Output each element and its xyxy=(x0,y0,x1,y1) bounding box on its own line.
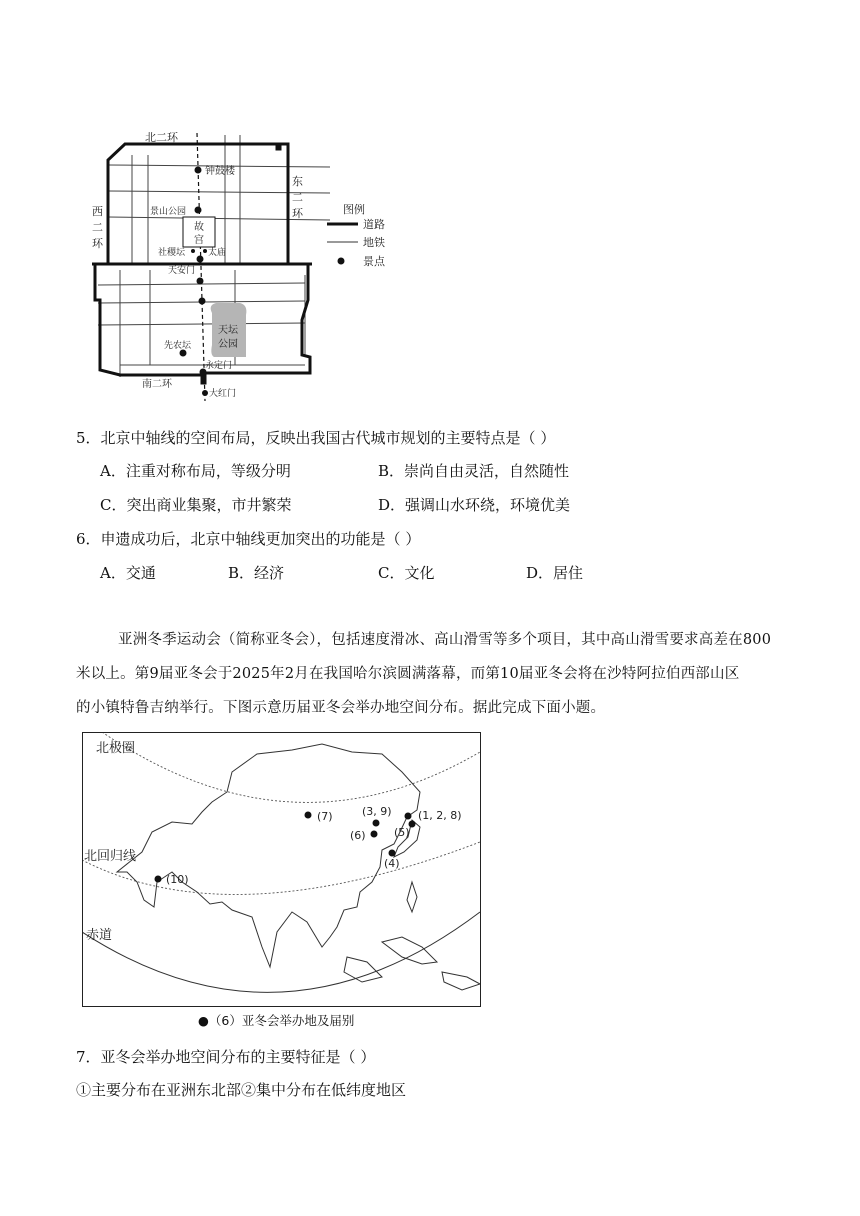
site-1-2-8-a xyxy=(405,813,412,820)
xiannong-label: 先农坛 xyxy=(164,341,192,351)
q7-stem: 7．亚冬会举办地空间分布的主要特征是（ ） xyxy=(76,1048,376,1066)
legend-subway-label: 地铁 xyxy=(363,236,385,249)
q6-stem: 6．申遗成功后，北京中轴线更加突出的功能是（ ） xyxy=(76,530,421,548)
map-frame xyxy=(83,733,481,1007)
scenic-spots xyxy=(180,167,209,397)
tiananmen-label: 天安门 xyxy=(168,266,196,276)
site-1-2-8-label: (1, 2, 8) xyxy=(418,809,462,822)
dahong-label: 大红门 xyxy=(209,389,237,399)
beijing-central-axis-map xyxy=(80,125,400,405)
taimiao-label: 太庙 xyxy=(208,248,227,258)
spot-jingshan xyxy=(195,207,202,214)
site-4 xyxy=(389,850,396,857)
legend-title: 图例 xyxy=(343,203,365,216)
asia-winter-games-map xyxy=(82,732,482,1008)
site-6-label: (6) xyxy=(350,829,366,842)
jingshan-label: 景山公园 xyxy=(150,207,187,217)
spot-dahong xyxy=(202,390,208,396)
spot-tiananmen xyxy=(197,278,204,285)
spot-sheji xyxy=(191,249,195,253)
q5-option-a[interactable]: A．注重对称布局，等级分明 xyxy=(100,462,291,480)
bell-drum-label: 钟鼓楼 xyxy=(205,166,235,177)
yongding-label: 永定门 xyxy=(205,361,233,371)
west-ring-label-2: 二 xyxy=(92,221,103,234)
west-ring-label-3: 环 xyxy=(92,237,103,250)
east-ring-label-1: 东 xyxy=(292,175,303,188)
map-legend xyxy=(327,202,386,268)
tiantan-label-2: 公园 xyxy=(218,339,238,350)
tiantan-label-1: 天坛 xyxy=(218,325,238,336)
site-5-label: (5) xyxy=(394,826,410,839)
palace-label-1: 故 xyxy=(194,222,204,233)
legend-spot-dot xyxy=(338,258,345,265)
q6-option-b[interactable]: B．经济 xyxy=(228,564,285,582)
east-ring-label-3: 环 xyxy=(292,207,303,220)
q7-statement: ①主要分布在亚洲东北部②集中分布在低纬度地区 xyxy=(76,1081,407,1099)
site-6 xyxy=(371,831,378,838)
site-10-label: (10) xyxy=(166,873,189,886)
south-ring-label: 南二环 xyxy=(142,379,172,390)
east-ring-label-2: 二 xyxy=(292,191,303,204)
legend-spot-label: 景点 xyxy=(363,255,385,268)
q5-option-d[interactable]: D．强调山水环绕，环境优美 xyxy=(378,496,571,514)
passage-line-1: 亚洲冬季运动会（简称亚冬会），包括速度滑冰、高山滑雪等多个项目，其中高山滑雪要求高差在800 xyxy=(118,632,772,648)
q6-option-a[interactable]: A．交通 xyxy=(100,564,156,582)
q5-stem: 5．北京中轴线的空间布局，反映出我国古代城市规划的主要特点是（ ） xyxy=(76,429,556,447)
q6-option-d[interactable]: D．居住 xyxy=(526,564,584,582)
west-ring-label-1: 西 xyxy=(92,205,103,218)
north-ring-label: 北二环 xyxy=(145,131,178,144)
sheji-label: 社稷坛 xyxy=(158,248,186,258)
q5-option-c[interactable]: C．突出商业集聚，市井繁荣 xyxy=(100,496,292,514)
tropic-label: 北回归线 xyxy=(84,849,137,864)
equator-label: 赤道 xyxy=(86,928,113,943)
arctic-label: 北极圈 xyxy=(96,741,136,756)
spot-taimiao xyxy=(203,249,207,253)
asia-map-caption: ●（6）亚冬会举办地及届别 xyxy=(198,1013,355,1028)
spot-bell-drum xyxy=(195,167,202,174)
legend-road-label: 道路 xyxy=(363,218,385,231)
palace-label-2: 宫 xyxy=(194,235,204,246)
passage-line-2: 米以上。第9届亚冬会于2025年2月在我国哈尔滨圆满落幕，而第10届亚冬会将在沙特阿拉伯西部山区 xyxy=(76,666,740,682)
q5-option-b[interactable]: B．崇尚自由灵活，自然随性 xyxy=(378,462,570,480)
spot-qianmen xyxy=(199,298,206,305)
passage-line-3: 的小镇特鲁吉纳举行。下图示意历届亚冬会举办地空间分布。据此完成下面小题。 xyxy=(76,700,606,716)
spot-tiananmen-north xyxy=(197,256,204,263)
site-4-label: (4) xyxy=(384,857,400,870)
site-3-9-label: (3, 9) xyxy=(362,805,392,818)
site-7-label: (7) xyxy=(317,810,333,823)
site-7 xyxy=(305,812,312,819)
q6-option-c[interactable]: C．文化 xyxy=(378,564,435,582)
site-10 xyxy=(155,876,162,883)
site-3-9 xyxy=(373,820,380,827)
